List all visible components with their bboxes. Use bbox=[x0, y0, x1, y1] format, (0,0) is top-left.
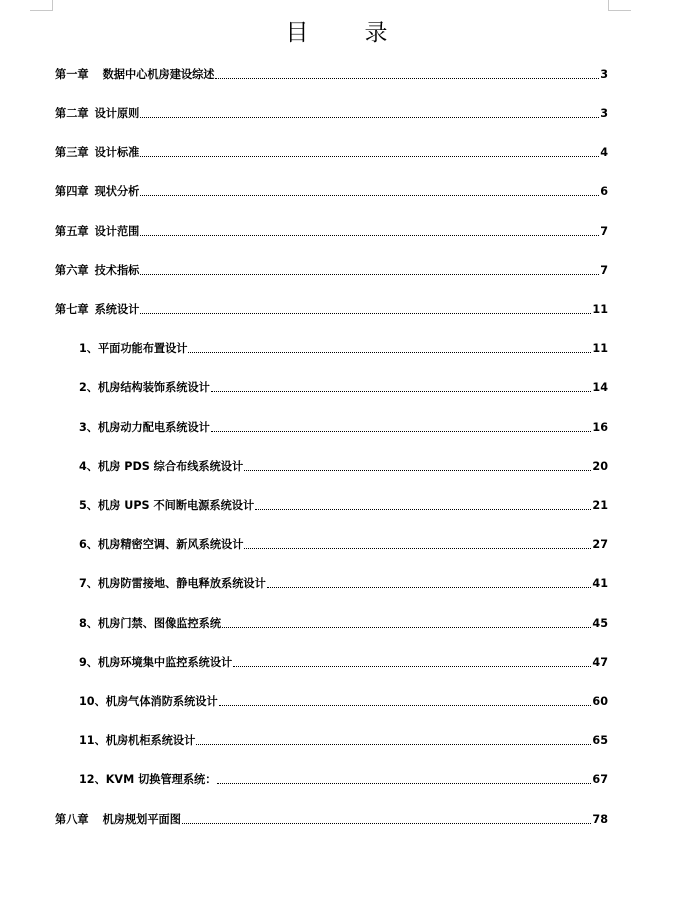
section-title: 12、KVM 切换管理系统： bbox=[79, 773, 217, 786]
page-number: 6 bbox=[600, 185, 608, 198]
toc-entry-chapter-8[interactable] bbox=[55, 812, 608, 828]
page-number: 27 bbox=[592, 538, 608, 551]
dot-leader bbox=[188, 352, 591, 353]
chapter-number: 第八章 bbox=[55, 813, 89, 826]
toc-title-char-1: 目 bbox=[285, 20, 309, 46]
toc-title bbox=[0, 14, 673, 47]
section-title: 8、机房门禁、图像监控系统 bbox=[79, 617, 222, 630]
toc-entry-section-10[interactable] bbox=[79, 694, 608, 710]
section-title: 2、机房结构装饰系统设计 bbox=[79, 381, 210, 394]
page-number: 47 bbox=[592, 656, 608, 669]
chapter-title: 数据中心机房建设综述 bbox=[102, 68, 215, 81]
dot-leader bbox=[211, 391, 592, 392]
section-title: 10、机房气体消防系统设计 bbox=[79, 695, 218, 708]
dot-leader bbox=[267, 587, 592, 588]
page-number: 4 bbox=[600, 146, 608, 159]
section-title: 6、机房精密空调、新风系统设计 bbox=[79, 538, 244, 551]
dot-leader bbox=[215, 78, 599, 79]
chapter-title: 机房规划平面图 bbox=[102, 813, 181, 826]
dot-leader bbox=[219, 705, 592, 706]
dot-leader bbox=[255, 509, 591, 510]
dot-leader bbox=[217, 783, 591, 784]
dot-leader bbox=[211, 431, 592, 432]
page-number: 3 bbox=[600, 107, 608, 120]
toc-entry-section-6[interactable] bbox=[79, 537, 608, 553]
toc-entry-section-2[interactable] bbox=[79, 380, 608, 396]
toc-entry-section-5[interactable] bbox=[79, 498, 608, 514]
section-title: 5、机房 UPS 不间断电源系统设计 bbox=[79, 499, 255, 512]
chapter-title: 设计范围 bbox=[94, 225, 140, 238]
page-number: 11 bbox=[592, 342, 608, 355]
toc-entry-section-11[interactable] bbox=[79, 733, 608, 749]
toc-entry-chapter-1[interactable] bbox=[55, 67, 608, 83]
section-title: 7、机房防雷接地、静电释放系统设计 bbox=[79, 577, 266, 590]
page-number: 7 bbox=[600, 264, 608, 277]
page-number: 78 bbox=[592, 813, 608, 826]
page-number: 7 bbox=[600, 225, 608, 238]
dot-leader bbox=[140, 313, 591, 314]
toc-entry-section-1[interactable] bbox=[79, 341, 608, 357]
dot-leader bbox=[140, 235, 599, 236]
section-title: 1、平面功能布置设计 bbox=[79, 342, 188, 355]
chapter-title: 设计原则 bbox=[94, 107, 140, 120]
toc-entry-chapter-6[interactable] bbox=[55, 263, 608, 279]
toc-entry-section-4[interactable] bbox=[79, 459, 608, 475]
dot-leader bbox=[182, 823, 592, 824]
dot-leader bbox=[222, 627, 591, 628]
toc-entry-section-12[interactable] bbox=[79, 772, 608, 788]
page-number: 41 bbox=[592, 577, 608, 590]
page-number: 60 bbox=[592, 695, 608, 708]
page-number: 21 bbox=[592, 499, 608, 512]
toc-entry-section-8[interactable] bbox=[79, 616, 608, 632]
dot-leader bbox=[196, 744, 591, 745]
toc-entry-section-3[interactable] bbox=[79, 420, 608, 436]
page-number: 20 bbox=[592, 460, 608, 473]
page-number: 11 bbox=[592, 303, 608, 316]
dot-leader bbox=[140, 195, 599, 196]
toc-entry-chapter-7[interactable] bbox=[55, 302, 608, 318]
dot-leader bbox=[140, 117, 599, 118]
chapter-number: 第六章 bbox=[55, 264, 89, 277]
dot-leader bbox=[244, 548, 591, 549]
page-number: 14 bbox=[592, 381, 608, 394]
page-number: 65 bbox=[592, 734, 608, 747]
toc-entry-section-7[interactable] bbox=[79, 576, 608, 592]
chapter-number: 第一章 bbox=[55, 68, 89, 81]
chapter-number: 第四章 bbox=[55, 185, 89, 198]
toc-entry-chapter-5[interactable] bbox=[55, 224, 608, 240]
page-corner-mark-top-right bbox=[608, 0, 631, 11]
toc-entry-chapter-4[interactable] bbox=[55, 184, 608, 200]
chapter-number: 第七章 bbox=[55, 303, 89, 316]
page-number: 45 bbox=[592, 617, 608, 630]
dot-leader bbox=[244, 470, 591, 471]
chapter-title: 技术指标 bbox=[94, 264, 140, 277]
chapter-number: 第三章 bbox=[55, 146, 89, 159]
section-title: 11、机房机柜系统设计 bbox=[79, 734, 196, 747]
section-title: 4、机房 PDS 综合布线系统设计 bbox=[79, 460, 244, 473]
chapter-number: 第五章 bbox=[55, 225, 89, 238]
section-title: 3、机房动力配电系统设计 bbox=[79, 421, 210, 434]
chapter-title: 系统设计 bbox=[94, 303, 140, 316]
page-number: 3 bbox=[600, 68, 608, 81]
toc-entry-section-9[interactable] bbox=[79, 655, 608, 671]
section-title: 9、机房环境集中监控系统设计 bbox=[79, 656, 233, 669]
dot-leader bbox=[140, 156, 599, 157]
page-corner-mark-top-left bbox=[30, 0, 53, 11]
dot-leader bbox=[233, 666, 591, 667]
dot-leader bbox=[140, 274, 599, 275]
chapter-number: 第二章 bbox=[55, 107, 89, 120]
chapter-title: 设计标准 bbox=[94, 146, 140, 159]
chapter-title: 现状分析 bbox=[94, 185, 140, 198]
page-number: 16 bbox=[592, 421, 608, 434]
toc-entry-chapter-2[interactable] bbox=[55, 106, 608, 122]
toc-title-char-2: 录 bbox=[364, 20, 388, 46]
toc-entry-chapter-3[interactable] bbox=[55, 145, 608, 161]
page-number: 67 bbox=[592, 773, 608, 786]
